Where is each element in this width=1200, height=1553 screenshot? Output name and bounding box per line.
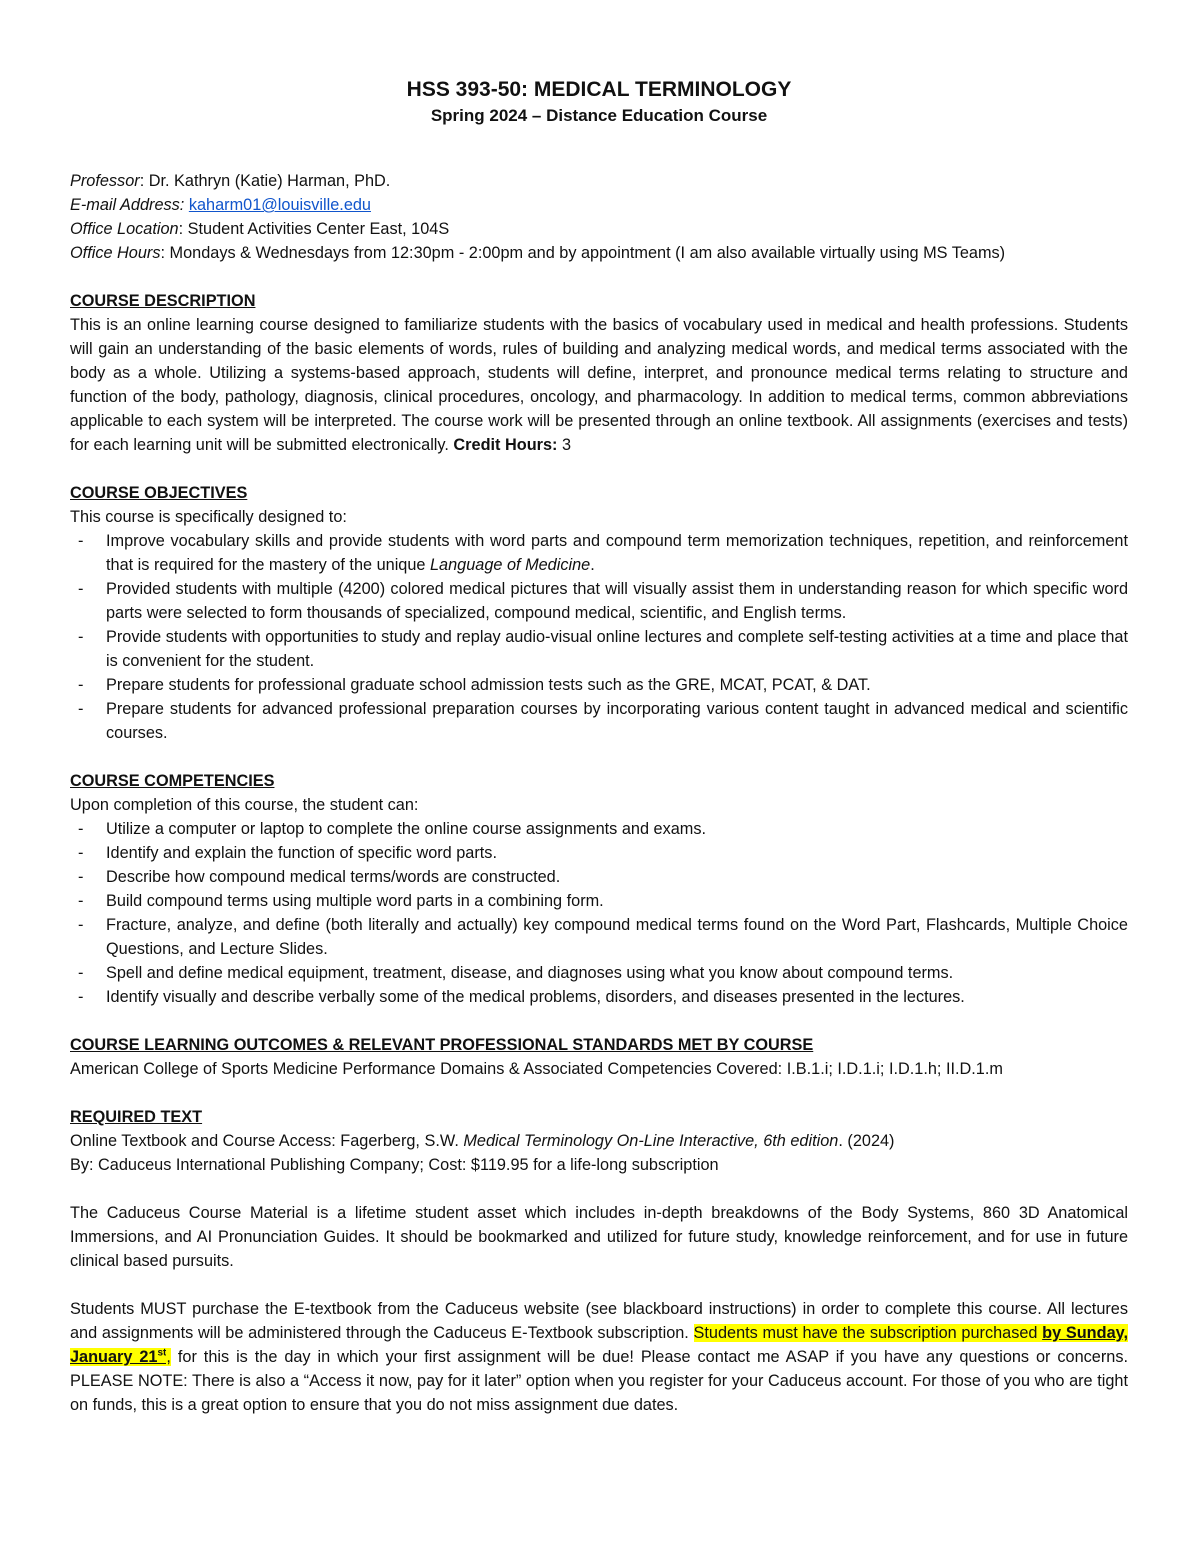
competencies-list xyxy=(70,817,1128,1009)
email-label: E-mail Address: xyxy=(70,196,185,214)
credit-hours-value: 3 xyxy=(557,436,572,454)
objectives-list xyxy=(70,529,1128,745)
list-item: - Identify and explain the function of specific word parts. xyxy=(70,841,1128,865)
description-text xyxy=(70,313,1128,457)
objectives-intro: This course is specifically designed to: xyxy=(70,508,347,526)
professor-line xyxy=(70,169,1128,193)
hours-label: Office Hours xyxy=(70,244,161,262)
publisher-line: By: Caduceus International Publishing Company; Cost: $119.95 for a life-long subscription xyxy=(70,1156,719,1174)
office-line xyxy=(70,217,1128,241)
list-item: - Identify visually and describe verbally some of the medical problems, disorders, and diseases presented in the lectures. xyxy=(70,985,1128,1009)
professor-value: : Dr. Kathryn (Katie) Harman, PhD. xyxy=(139,172,391,190)
description-heading: COURSE DESCRIPTION xyxy=(70,292,256,310)
spacer xyxy=(70,1177,1128,1201)
description-body: This is an online learning course designed to familiarize students with the basics of vocabulary used in medical and health professions. Students will gain an understanding of the basic elements of words, rules of building and analyzing medical words, and medical terms associated with the body as a whole. Utilizing a systems-based approach, students will define, interpret, and pronounce medical terms relating to structure and function of the body, pathology, diagnosis, clinical procedures, oncology, and pharmacology. In addition to medical terms, common abbreviations applicable to each system will be interpreted. The course work will be presented through an online textbook. All assignments (exercises and tests) for each learning unit will be submitted electronically. xyxy=(70,316,1128,454)
competencies-intro: Upon completion of this course, the student can: xyxy=(70,796,419,814)
page-title: HSS 393-50: MEDICAL TERMINOLOGY xyxy=(406,78,792,101)
office-value: : Student Activities Center East, 104S xyxy=(178,220,450,238)
outcomes-heading: COURSE LEARNING OUTCOMES & RELEVANT PROFESSIONAL STANDARDS MET BY COURSE xyxy=(70,1036,814,1054)
list-item: - Provide students with opportunities to study and replay audio-visual online lectures and complete self-testing activities at a time and place that is convenient for the student. xyxy=(70,625,1128,673)
list-item xyxy=(70,529,1128,577)
hours-value: : Mondays & Wednesdays from 12:30pm - 2:00pm and by appointment (I am also available virtually using MS Teams) xyxy=(160,244,1006,262)
contact-block xyxy=(70,169,1128,265)
office-label: Office Location xyxy=(70,220,179,238)
objective-text: Improve vocabulary skills and provide students with word parts and compound term memorization techniques, repetition, and reinforcement that is required for the mastery of the unique xyxy=(106,532,1128,574)
hours-line xyxy=(70,241,1128,265)
list-item: - Prepare students for professional graduate school admission tests such as the GRE, MCAT, PCAT, & DAT. xyxy=(70,673,1128,697)
page-subtitle: Spring 2024 – Distance Education Course xyxy=(430,106,768,125)
list-item: - Prepare students for advanced professional preparation courses by incorporating various content taught in advanced medical and scientific courses. xyxy=(70,697,1128,745)
list-item: - Describe how compound medical terms/words are constructed. xyxy=(70,865,1128,889)
email-link[interactable]: kaharm01@louisville.edu xyxy=(188,196,371,214)
list-item: - Spell and define medical equipment, treatment, disease, and diagnoses using what you know about compound terms. xyxy=(70,961,1128,985)
textbook-line xyxy=(70,1129,1128,1153)
course-material-paragraph: The Caduceus Course Material is a lifetime student asset which includes in-depth breakdowns of the Body Systems, 860 3D Anatomical Immersions, and AI Pronunciation Guides. It should be bookmarked and utilized for future study, knowledge reinforcement, and for use in future clinical based pursuits. xyxy=(70,1204,1128,1270)
textbook-title: Medical Terminology On-Line Interactive, 6th edition xyxy=(463,1132,839,1150)
syllabus-page xyxy=(70,76,1128,1417)
credit-hours-label: Credit Hours: xyxy=(453,436,558,454)
competencies-heading: COURSE COMPETENCIES xyxy=(70,772,275,790)
purchase-paragraph xyxy=(70,1297,1128,1417)
spacer xyxy=(70,1273,1128,1297)
objective-emphasis: Language of Medicine xyxy=(430,556,591,574)
professor-label: Professor xyxy=(70,172,140,190)
list-item: - Provided students with multiple (4200) colored medical pictures that will visually assist them in understanding reason for which specific word parts were selected to form thousands of specialized, compound medical, scientific, and English terms. xyxy=(70,577,1128,625)
textbook-year: . (2024) xyxy=(838,1132,895,1150)
purchase-details: for this is the day in which your first assignment will be due! Please contact me ASAP if you have any questions or concerns. PLEASE NOTE: There is also a “Access it now, pay for it later” option when you register for your Caduceus account. For those of you who are tight on funds, this is a great option to ensure that you do not miss assignment due dates. xyxy=(70,1348,1128,1414)
email-line xyxy=(70,193,1128,217)
list-item: - Build compound terms using multiple word parts in a combining form. xyxy=(70,889,1128,913)
objective-end: . xyxy=(590,556,595,574)
required-text-heading: REQUIRED TEXT xyxy=(70,1108,203,1126)
deadline-date-text: by Sunday, January 21 xyxy=(70,1324,1128,1366)
deadline-comma: , xyxy=(166,1348,171,1366)
textbook-source: Online Textbook and Course Access: Fagerberg, S.W. xyxy=(70,1132,464,1150)
outcomes-text: American College of Sports Medicine Performance Domains & Associated Competencies Covered: I.B.1.i; I.D.1.i; I.D.1.h; II.D.1.m xyxy=(70,1060,1003,1078)
list-item: - Fracture, analyze, and define (both literally and actually) key compound medical terms found on the Word Part, Flashcards, Multiple Choice Questions, and Lecture Slides. xyxy=(70,913,1128,961)
objectives-heading: COURSE OBJECTIVES xyxy=(70,484,248,502)
list-item: - Utilize a computer or laptop to complete the online course assignments and exams. xyxy=(70,817,1128,841)
deadline-date-suffix: st xyxy=(157,1347,167,1359)
deadline-highlight: Students must have the subscription purchased xyxy=(693,1324,1043,1342)
purchase-intro: Students MUST purchase the E-textbook from the Caduceus website (see blackboard instructions) in order to complete this course. All lectures and assignments will be administered through the Caduceus E-Textbook subscription. xyxy=(70,1300,1128,1342)
